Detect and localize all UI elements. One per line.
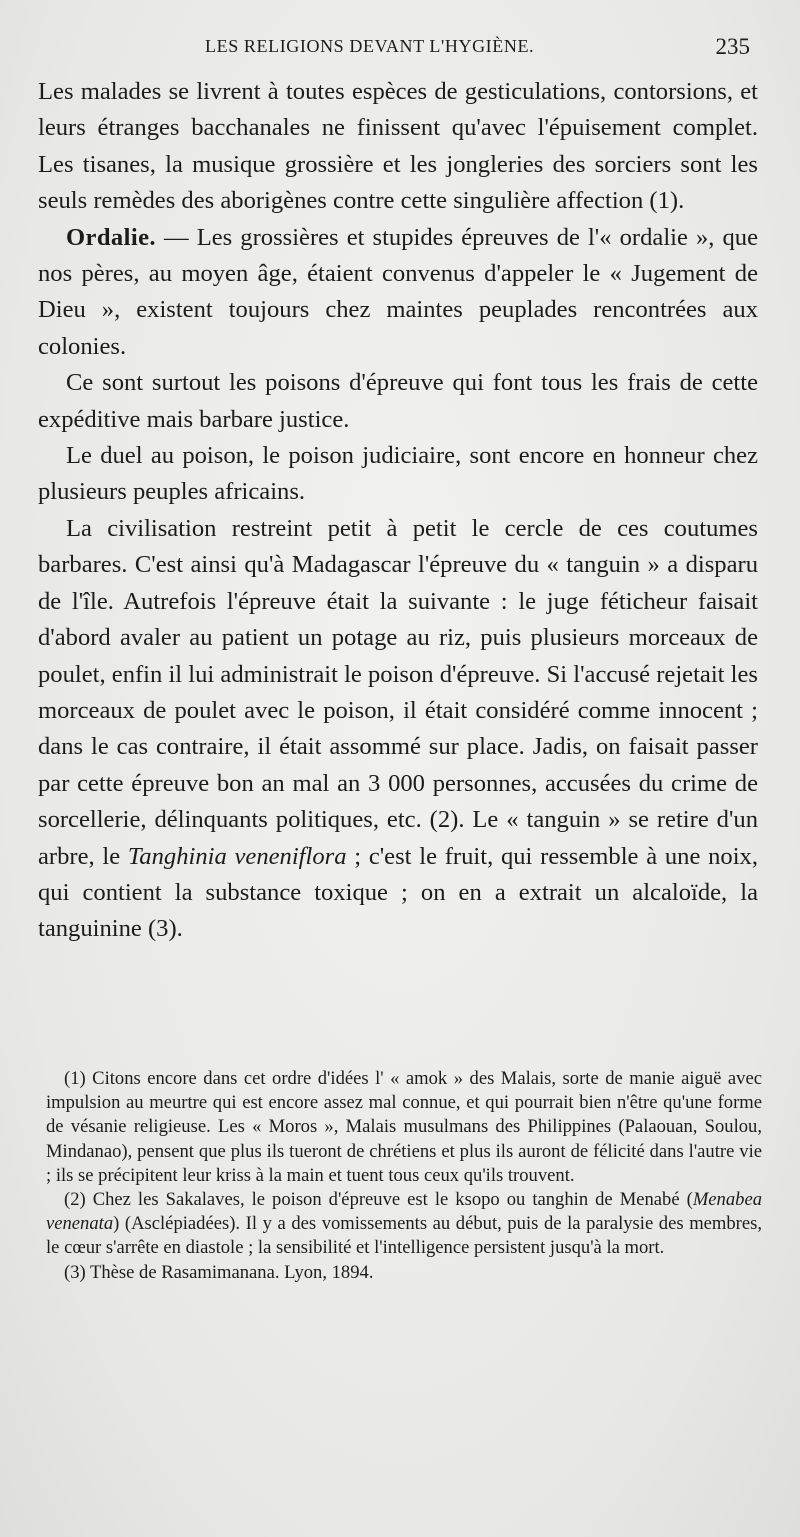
- paragraph-ordalie-text: — Les grossières et stupides épreuves de l'« ordalie », que nos pères, au moyen âge, étaient convenus d'appeler le « Jugement de Dieu », existent toujours chez maintes peuplades rencontrées aux colonies.: [38, 223, 758, 360]
- footnote-2-text-b: ) (Asclépiadées). Il y a des vomissements au début, puis de la paralysie des membres, le cœur s'arrête en diastole ; la sensibilité et l'intelligence persistent jusqu'à la mort.: [46, 1213, 762, 1259]
- section-heading-ordalie: Ordalie.: [66, 223, 156, 251]
- footnotes: [46, 1067, 762, 1285]
- footnote-2-species: Menabea venenata: [46, 1189, 762, 1235]
- footnote-1: (1) Citons encore dans cet ordre d'idées l' « amok » des Malais, sorte de manie aiguë avec impulsion au meurtre qui est encore assez mal connue, et qui pourrait bien n'être qu'une forme de vésanie religieuse. Les « Moros », Malais musulmans des Philippines (Palaouan, Soulou, Mindanao), pensent que plus ils tueront de chrétiens et plus ils auront de félicité dans l'autre vie ; ils se précipitent leur kriss à la main et tuent tous ceux qu'ils trouvent.: [46, 1068, 762, 1186]
- running-title: LES RELIGIONS DEVANT L'HYGIÈNE.: [205, 36, 535, 56]
- paragraph-5-text-a: La civilisation restreint petit à petit le cercle de ces coutumes barbares. C'est ainsi qu'à Madagascar l'épreuve du « tanguin » a disparu de l'île. Autrefois l'épreuve était la suivante : le juge féticheur faisait d'abord avaler au patient un potage au riz, puis plusieurs morceaux de poulet, enfin il lui administrait le poison d'épreuve. Si l'accusé rejetait les morceaux de poulet avec le poison, il était considéré comme innocent ; dans le cas contraire, il était assommé sur place. Jadis, on faisait passer par cette épreuve bon an mal an 3 000 personnes, accusées du crime de sorcellerie, délinquants politiques, etc. (2). Le « tanguin » se retire d'un arbre, le: [38, 514, 758, 870]
- paragraph-5: [38, 511, 758, 948]
- page-header: [0, 36, 800, 66]
- footnote-3: (3) Thèse de Rasamimanana. Lyon, 1894.: [64, 1261, 374, 1283]
- page-number: 235: [715, 34, 750, 59]
- paragraph-3: Ce sont surtout les poisons d'épreuve qui font tous les frais de cette expéditive mais barbare justice.: [38, 369, 758, 433]
- paragraph-ordalie: [38, 220, 758, 366]
- footnote-2-text-a: (2) Chez les Sakalaves, le poison d'épreuve est le ksopo ou tanghin de Menabé (: [64, 1189, 693, 1211]
- paragraph-4: Le duel au poison, le poison judiciaire, sont encore en honneur chez plusieurs peuples africains.: [38, 442, 758, 506]
- species-name: Tanghinia veneniflora: [127, 842, 347, 870]
- main-text: [38, 74, 758, 948]
- paragraph-5-text-b: ; c'est le fruit, qui ressemble à une noix, qui contient la substance toxique ; on en a extrait un alcaloïde, la tanguinine (3).: [38, 842, 758, 943]
- footnote-2: [46, 1188, 762, 1261]
- paragraph-1: Les malades se livrent à toutes espèces de gesticulations, contorsions, et leurs étranges bacchanales ne finissent qu'avec l'épuisement complet. Les tisanes, la musique grossière et les jongleries des sorciers sont les seuls remèdes des aborigènes contre cette singulière affection (1).: [38, 78, 758, 215]
